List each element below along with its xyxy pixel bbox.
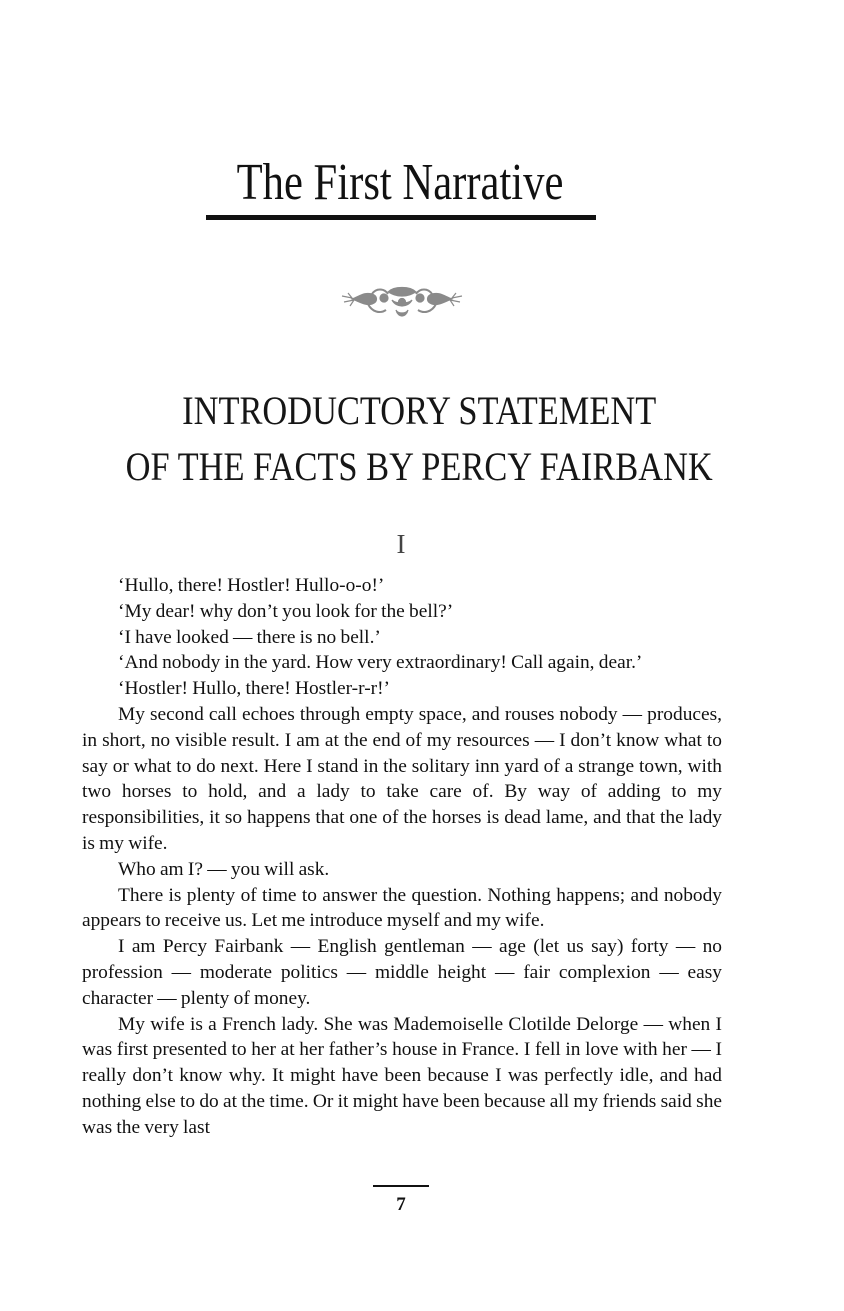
page-number-rule xyxy=(373,1185,429,1187)
floral-ornament-icon xyxy=(338,282,466,326)
chapter-heading-line-1: INTRODUCTORY STATEMENT xyxy=(182,388,657,433)
paragraph: ‘My dear! why don’t you look for the bell?’ xyxy=(118,600,454,622)
body-text xyxy=(82,573,722,1141)
title-underline xyxy=(206,215,596,220)
paragraph: Who am I? — you will ask. xyxy=(118,858,330,880)
chapter-heading-line-2: OF THE FACTS BY PERCY FAIRBANK xyxy=(125,444,713,489)
paragraph: ‘And nobody in the yard. How very extraordinary! Call again, dear.’ xyxy=(118,652,643,674)
paragraph: ‘Hostler! Hullo, there! Hostler-r-r!’ xyxy=(118,678,391,700)
section-numeral: I xyxy=(396,529,406,559)
paragraph: ‘Hullo, there! Hostler! Hullo-o-o!’ xyxy=(118,575,385,596)
paragraph: My second call echoes through empty space, and rouses nobody — produces, in short, no visible result. I am at the end of my resources — I don’t know what to say or what to do next. Here I stand in the solitary inn yard of a strange town, with two horses to hold, and a lady to take care of. By way of adding to my responsibilities, it so happens that one of the horses is dead lame, and that the lady is my wife. xyxy=(82,703,722,854)
paragraph: There is plenty of time to answer the question. Nothing happens; and nobody appears to receive us. Let me introduce myself and my wife. xyxy=(82,884,722,932)
paragraph: My wife is a French lady. She was Mademoiselle Clotilde Delorge — when I was first presented to her at her father’s house in France. I fell in love with her — I really don’t know why. It might have been because I was perfectly idle, and had nothing else to do at the time. Or it might have been because all my friends said she was the very last xyxy=(82,1013,722,1138)
paragraph: I am Percy Fairbank — English gentleman — age (let us say) forty — no profession — moderate politics — middle height — fair complexion — easy character — plenty of money. xyxy=(82,936,722,1009)
paragraph: ‘I have looked — there is no bell.’ xyxy=(118,626,381,648)
page-number: 7 xyxy=(396,1194,406,1215)
narrative-title: The First Narrative xyxy=(236,154,564,211)
